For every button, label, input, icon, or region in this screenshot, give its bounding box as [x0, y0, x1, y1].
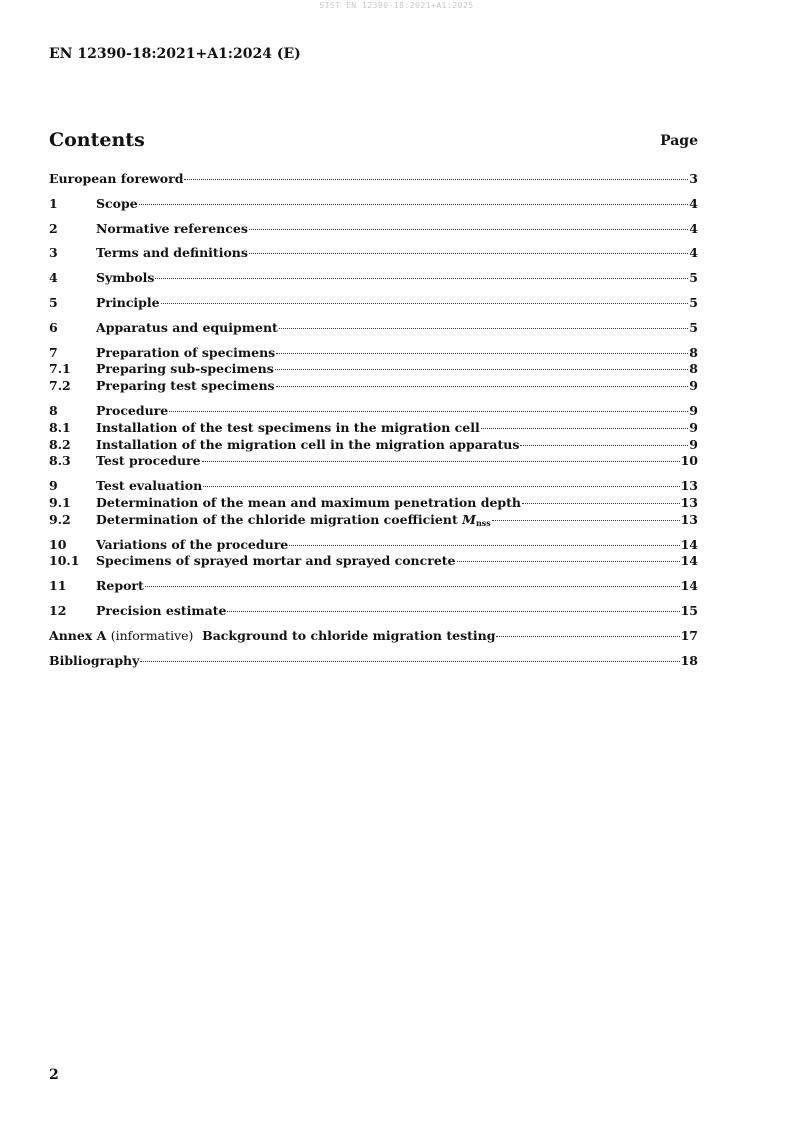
toc-group — [49, 171, 698, 188]
toc-entry-number: 2 — [49, 220, 58, 236]
toc-group — [49, 478, 698, 528]
toc-entry-title: Procedure — [96, 402, 169, 418]
toc-entry-number: 6 — [49, 319, 58, 335]
toc-group — [49, 603, 698, 620]
toc-entry-number: 8.2 — [49, 436, 71, 452]
toc-entry-page: 9 — [689, 402, 698, 418]
toc-entry-page: 8 — [689, 361, 698, 377]
annex-label: Annex A — [49, 627, 107, 643]
toc-entry-title: Installation of the test specimens in the migration cell — [96, 419, 480, 435]
toc-entry-title: Determination of the mean and maximum penetration depth — [96, 494, 522, 510]
toc-entry-number: 3 — [49, 245, 58, 261]
dot-leader — [184, 179, 688, 180]
toc-group — [49, 221, 698, 238]
dot-leader — [276, 353, 688, 354]
toc-entry-installation-cell[interactable] — [49, 437, 698, 454]
dot-leader — [275, 369, 689, 370]
footer-page-number: 2 — [49, 1067, 59, 1083]
toc-entry-page: 4 — [689, 245, 698, 261]
dot-leader — [249, 229, 688, 230]
toc-entry-page: 15 — [680, 602, 698, 618]
toc-group — [49, 345, 698, 395]
dot-leader — [139, 204, 689, 205]
toc-entry-title-group — [96, 512, 491, 532]
toc-entry-procedure[interactable] — [49, 403, 698, 420]
toc-entry-test-evaluation[interactable] — [49, 478, 698, 495]
document-id: EN 12390-18:2021+A1:2024 (E) — [49, 46, 301, 62]
toc-entry-page: 5 — [689, 319, 698, 335]
toc-entry-number: 7 — [49, 344, 58, 360]
toc-group — [49, 578, 698, 595]
toc-entry-sprayed-specimens[interactable] — [49, 553, 698, 570]
dot-leader — [145, 586, 680, 587]
toc-group — [49, 245, 698, 262]
toc-entry-page: 14 — [680, 553, 698, 569]
toc-entry-bibliography[interactable] — [49, 653, 698, 670]
toc-entry-page: 4 — [689, 195, 698, 211]
toc-entry-number: 8.1 — [49, 419, 71, 435]
toc-entry-variations[interactable] — [49, 537, 698, 554]
toc-group — [49, 628, 698, 645]
dot-leader — [227, 611, 679, 612]
toc-entry-title: Apparatus and equipment — [96, 319, 278, 335]
toc-entry-preparing-test-specimens[interactable] — [49, 378, 698, 395]
toc-entry-normative-references[interactable] — [49, 221, 698, 238]
toc-entry-title: Report — [96, 578, 144, 594]
toc-entry-page: 13 — [680, 494, 698, 510]
dot-leader — [492, 520, 680, 521]
toc-entry-page: 17 — [680, 627, 698, 643]
toc-entry-scope[interactable] — [49, 196, 698, 213]
toc-entry-title: Installation of the migration cell in the migration apparatus — [96, 436, 520, 452]
dot-leader — [457, 561, 680, 562]
toc-group — [49, 196, 698, 213]
toc-entry-title: Determination of the chloride migration coefficient — [96, 511, 458, 527]
toc-entry-page: 3 — [689, 171, 698, 186]
toc-entry-title: Background to chloride migration testing — [202, 627, 496, 643]
toc-entry-page: 13 — [680, 478, 698, 494]
toc-entry-title: Preparing test specimens — [96, 378, 275, 394]
toc-entry-title: Test evaluation — [96, 478, 203, 494]
dot-leader — [481, 428, 689, 429]
dot-leader — [249, 253, 688, 254]
annex-qualifier: (informative) — [110, 627, 194, 643]
toc-entry-page: 10 — [680, 453, 698, 469]
dot-leader — [496, 636, 679, 637]
dot-leader — [520, 445, 688, 446]
dot-leader — [155, 278, 688, 279]
toc-entry-page: 13 — [680, 511, 698, 527]
toc-entry-number: 5 — [49, 294, 58, 310]
dot-leader — [279, 328, 688, 329]
toc-entry-test-procedure[interactable] — [49, 453, 698, 470]
toc-entry-title: Test procedure — [96, 453, 201, 469]
toc-entry-penetration-depth[interactable] — [49, 495, 698, 512]
toc-entry-preparing-sub-specimens[interactable] — [49, 361, 698, 378]
toc-entry-number: 7.2 — [49, 378, 71, 394]
toc-entry-number: 10.1 — [49, 553, 80, 569]
page-column-heading: Page — [660, 133, 698, 149]
toc-entry-number: 8.3 — [49, 453, 71, 469]
table-of-contents — [49, 171, 698, 677]
dot-leader — [289, 545, 679, 546]
toc-entry-number: 4 — [49, 270, 58, 286]
toc-entry-foreword[interactable] — [49, 171, 698, 188]
symbol-m: M — [462, 511, 476, 527]
toc-entry-apparatus[interactable] — [49, 320, 698, 337]
dot-leader — [140, 661, 679, 662]
toc-entry-title: Principle — [96, 294, 160, 310]
toc-entry-page: 9 — [689, 436, 698, 452]
toc-entry-precision-estimate[interactable] — [49, 603, 698, 620]
toc-entry-title: Scope — [96, 195, 138, 211]
dot-leader — [169, 411, 688, 412]
toc-entry-title-group — [49, 628, 495, 645]
toc-entry-number: 9.2 — [49, 511, 71, 527]
toc-group — [49, 270, 698, 287]
toc-entry-title: Symbols — [96, 270, 155, 286]
dot-leader — [161, 303, 689, 304]
toc-entry-installation-specimens[interactable] — [49, 420, 698, 437]
toc-entry-report[interactable] — [49, 578, 698, 595]
toc-entry-number: 11 — [49, 578, 67, 594]
toc-entry-title: European foreword — [49, 171, 184, 186]
toc-entry-title: Specimens of sprayed mortar and sprayed concrete — [96, 553, 456, 569]
toc-entry-number: 8 — [49, 402, 58, 418]
toc-entry-page: 4 — [689, 220, 698, 236]
toc-group — [49, 295, 698, 312]
toc-entry-terms-and-definitions[interactable] — [49, 245, 698, 262]
toc-entry-page: 5 — [689, 270, 698, 286]
toc-entry-page: 8 — [689, 344, 698, 360]
toc-entry-number: 12 — [49, 602, 67, 618]
toc-entry-title: Preparation of specimens — [96, 344, 276, 360]
toc-entry-number: 7.1 — [49, 361, 71, 377]
dot-leader — [276, 386, 689, 387]
toc-entry-number: 9 — [49, 478, 58, 494]
toc-entry-page: 14 — [680, 536, 698, 552]
toc-entry-title: Bibliography — [49, 652, 140, 668]
toc-entry-annex-a[interactable] — [49, 628, 698, 645]
toc-group — [49, 653, 698, 670]
toc-entry-page: 9 — [689, 419, 698, 435]
toc-entry-symbols[interactable] — [49, 270, 698, 287]
toc-entry-page: 18 — [680, 652, 698, 668]
toc-group — [49, 537, 698, 571]
toc-entry-principle[interactable] — [49, 295, 698, 312]
toc-entry-title: Preparing sub-specimens — [96, 361, 274, 377]
watermark: SIST EN 12390-18:2021+A1:2025 — [319, 1, 474, 10]
toc-entry-number: 1 — [49, 195, 58, 211]
toc-entry-title: Normative references — [96, 220, 248, 236]
toc-entry-migration-coefficient[interactable] — [49, 512, 698, 529]
toc-entry-page: 14 — [680, 578, 698, 594]
toc-entry-title: Precision estimate — [96, 602, 227, 618]
toc-group — [49, 403, 698, 470]
toc-entry-preparation-of-specimens[interactable] — [49, 345, 698, 362]
symbol-subscript-nss: nss — [475, 517, 491, 528]
toc-group — [49, 320, 698, 337]
toc-entry-page: 9 — [689, 378, 698, 394]
toc-entry-number: 10 — [49, 536, 67, 552]
dot-leader — [522, 503, 680, 504]
toc-entry-title: Terms and definitions — [96, 245, 248, 261]
dot-leader — [202, 461, 680, 462]
toc-entry-number: 9.1 — [49, 494, 71, 510]
dot-leader — [203, 486, 679, 487]
toc-entry-title: Variations of the procedure — [96, 536, 289, 552]
contents-heading: Contents — [49, 129, 145, 151]
toc-entry-page: 5 — [689, 294, 698, 310]
